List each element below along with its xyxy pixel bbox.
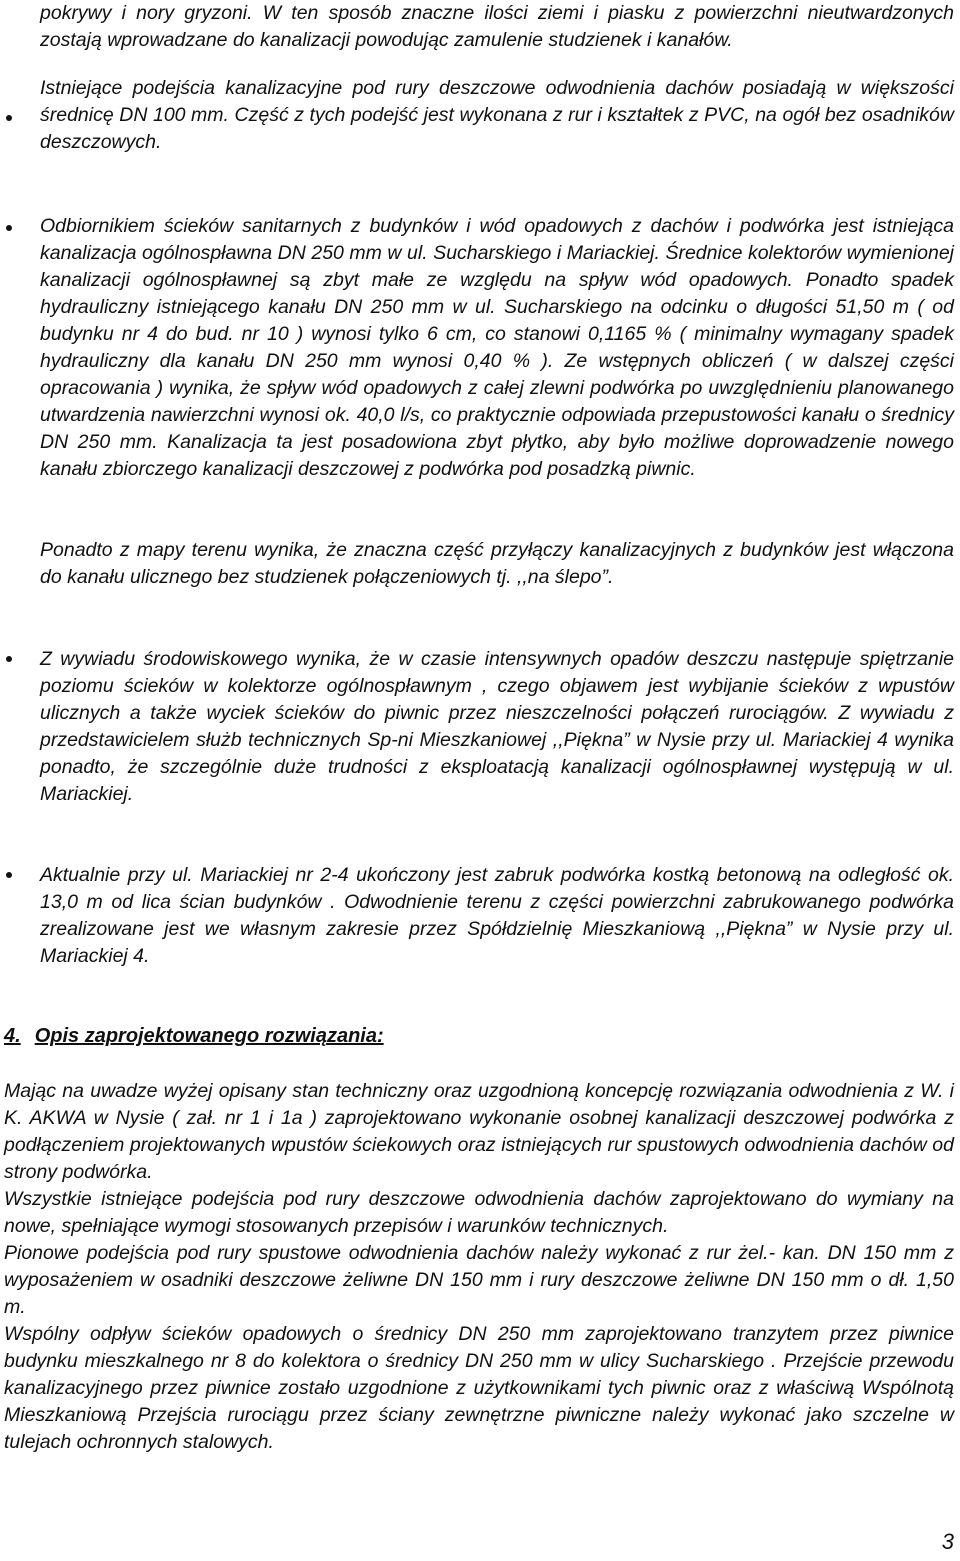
section-paragraph-3: Pionowe podejścia pod rury spustowe odwodnienia dachów należy wykonać z rur żel.- kan. DN 150 mm z wyposażeniem w osadniki deszczowe żeliwne DN 150 mm i rury deszczowe żeliwne DN 150 mm o dł. 1,50 m. bbox=[4, 1242, 954, 1318]
section-title: Opis zaprojektowanego rozwiązania: bbox=[34, 1025, 384, 1047]
bullet-paragraph-2-continuation: Ponadto z mapy terenu wynika, że znaczna część przyłączy kanalizacyjnych z budynków jest włączona do kanału ulicznego bez studzienek połączeniowych tj. ,,na ślepo”. bbox=[40, 539, 954, 588]
section-heading bbox=[4, 1025, 384, 1048]
section-paragraph-1: Mając na uwadze wyżej opisany stan techniczny oraz uzgodnioną koncepcję rozwiązania odwodnienia z W. i K. AKWA w Nysie ( zał. nr 1 i 1a ) zaprojektowano wykonanie osobnej kanalizacji deszczowej podwórka z podłączeniem projektowanych wpustów ściekowych oraz istniejących rur spustowych odwodnienia dachów od strony podwórka. bbox=[4, 1080, 954, 1183]
section-paragraph-4: Wspólny odpływ ścieków opadowych o średnicy DN 250 mm zaprojektowano tranzytem przez piwnice budynku mieszkalnego nr 8 do kolektora o średnicy DN 250 mm w ulicy Sucharskiego . Przejście przewodu kanalizacyjnego przez piwnice zostało uzgodnione z użytkownikami tych piwnic oraz z właściwą Wspólnotą Mieszkaniową Przejścia rurociągu przez ściany zewnętrzne piwniczne należy wykonać jako szczelne w tulejach ochronnych stalowych. bbox=[4, 1323, 954, 1453]
bullet-paragraph-3: Z wywiadu środowiskowego wynika, że w czasie intensywnych opadów deszczu następuje spiętrzanie poziomu ścieków w kolektorze ogólnospławnym , czego objawem jest wybijanie ścieków z wpustów ulicznych a także wyciek ścieków do piwnic przez nieszczelności połączeń rurociągów. Z wywiadu z przedstawicielem służb technicznych Sp-ni Mieszkaniowej ,,Piękna” w Nysie przy ul. Mariackiej 4 wynika ponadto, że szczególnie duże trudności z eksploatacją kanalizacji ogólnospławnej występują w ul. Mariackiej. bbox=[40, 648, 954, 805]
intro-continuation: pokrywy i nory gryzoni. W ten sposób znaczne ilości ziemi i piasku z powierzchni nieutwardzonych zostają wprowadzane do kanalizacji powodując zamulenie studzienek i kanałów. bbox=[40, 2, 954, 51]
bullet-icon bbox=[6, 115, 12, 121]
bullet-icon bbox=[6, 225, 12, 231]
bullet-icon bbox=[6, 656, 12, 662]
bullet-paragraph-4: Aktualnie przy ul. Mariackiej nr 2-4 ukończony jest zabruk podwórka kostką betonową na odległość ok. 13,0 m od lica ścian budynków . Odwodnienie terenu z części powierzchni zabrukowanego podwórka zrealizowane jest we własnym zakresie przez Spółdzielnię Mieszkaniową ,,Piękna” w Nysie przy ul. Mariackiej 4. bbox=[40, 864, 954, 967]
section-paragraph-2: Wszystkie istniejące podejścia pod rury deszczowe odwodnienia dachów zaprojektowano do wymiany na nowe, spełniające wymogi stosowanych przepisów i warunków technicznych. bbox=[4, 1188, 954, 1237]
bullet-icon bbox=[6, 872, 12, 878]
bullet-paragraph-2: Odbiornikiem ścieków sanitarnych z budynków i wód opadowych z dachów i podwórka jest istniejąca kanalizacja ogólnospławna DN 250 mm w ul. Sucharskiego i Mariackiej. Średnice kolektorów wymienionej kanalizacji ogólnospławnej są zbyt małe ze względu na spływ wód opadowych. Ponadto spadek hydrauliczny istniejącego kanału DN 250 mm w ul. Sucharskiego na odcinku o długości 51,50 m ( od budynku nr 4 do bud. nr 10 ) wynosi tylko 6 cm, co stanowi 0,1165 % ( minimalny wymagany spadek hydrauliczny dla kanału DN 250 mm wynosi 0,40 % ). Ze wstępnych obliczeń ( w dalszej części opracowania ) wynika, że spływ wód opadowych z całej zlewni podwórka po uwzględnieniu planowanego utwardzenia nawierzchni wynosi ok. 40,0 l/s, co praktycznie odpowiada przepustowości kanału o średnicy DN 250 mm. Kanalizacja ta jest posadowiona zbyt płytko, aby było możliwe doprowadzenie nowego kanału zbiorczego kanalizacji deszczowej z podwórka pod posadzką piwnic. bbox=[40, 215, 954, 480]
bullet-paragraph-1: Istniejące podejścia kanalizacyjne pod rury deszczowe odwodnienia dachów posiadają w większości średnicę DN 100 mm. Część z tych podejść jest wykonana z rur i kształtek z PVC, na ogół bez osadników deszczowych. bbox=[40, 77, 954, 153]
page-number: 3 bbox=[941, 1529, 954, 1554]
section-number: 4. bbox=[4, 1025, 21, 1047]
